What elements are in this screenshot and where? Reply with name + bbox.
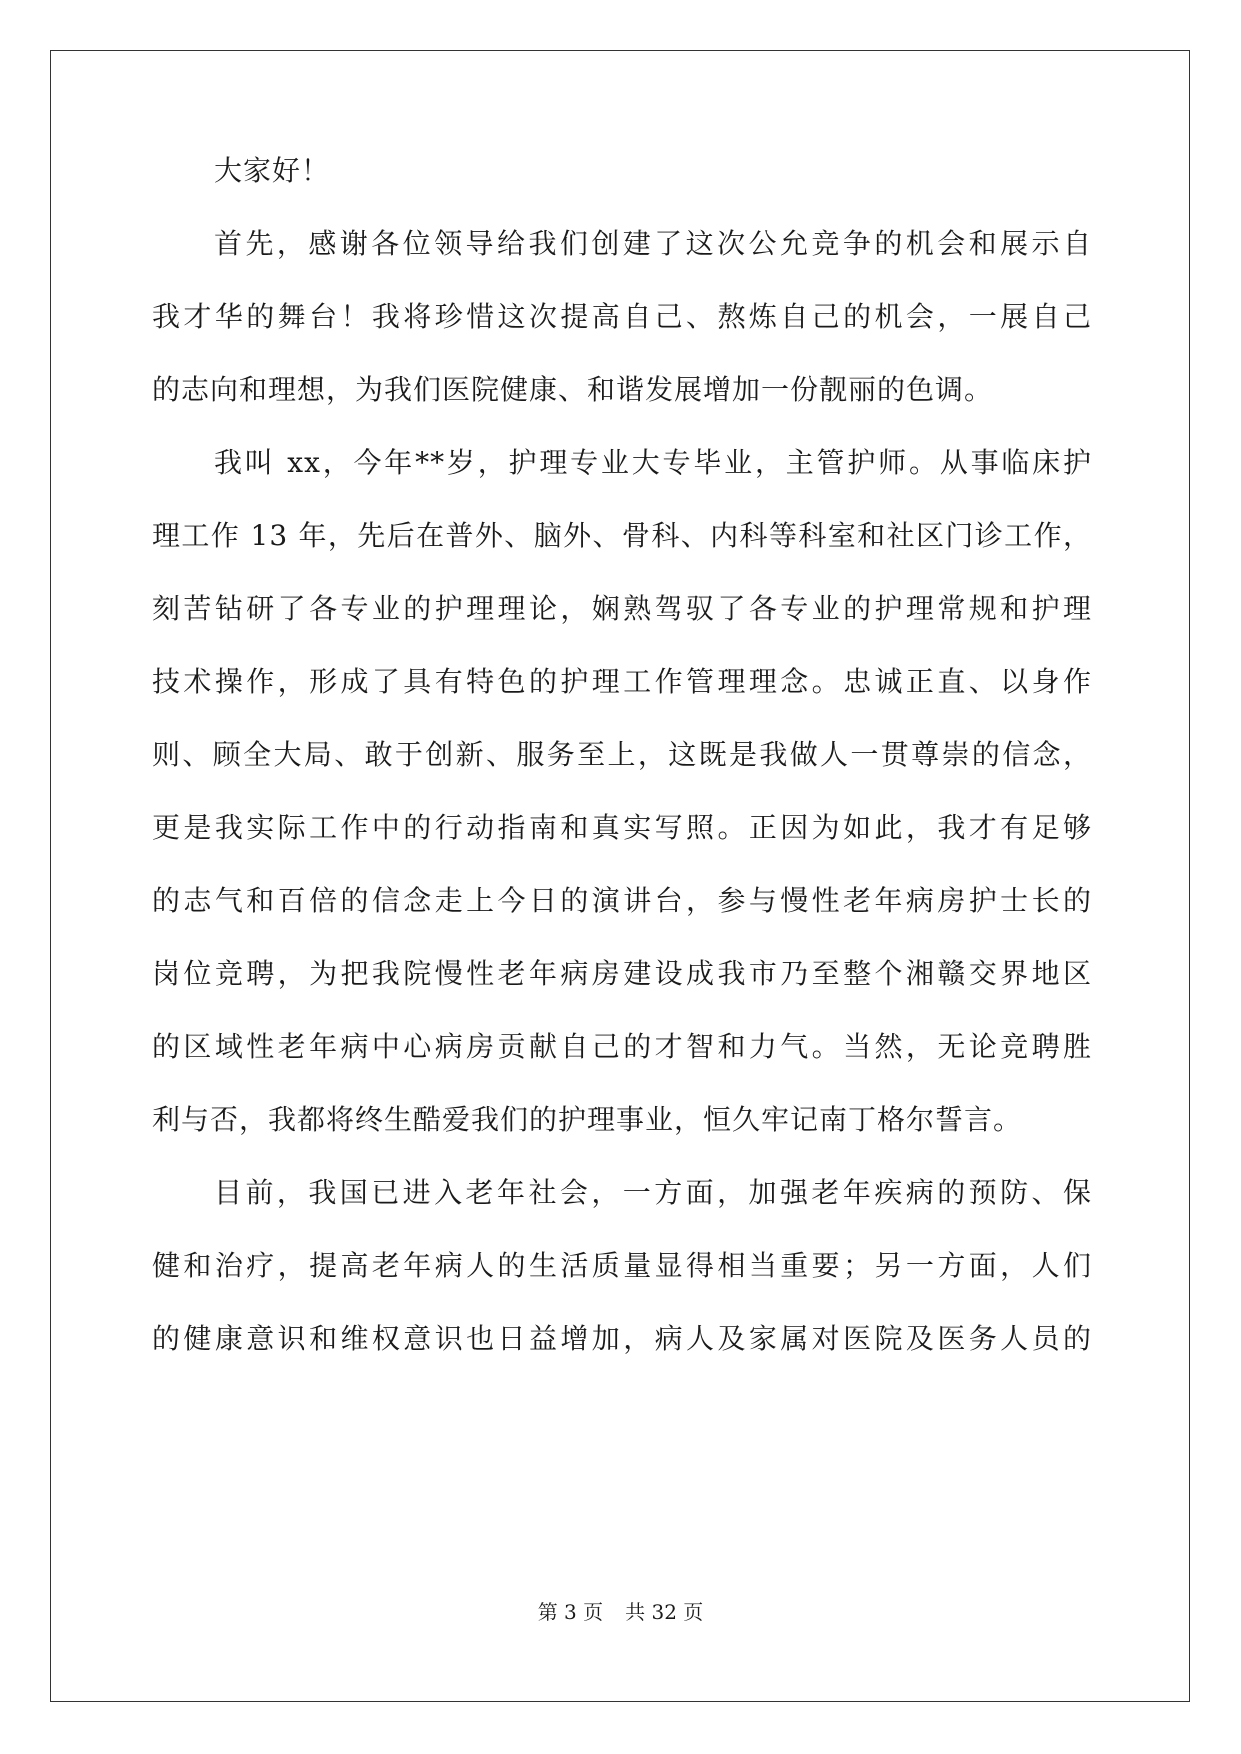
text-line: 的志向和理想，为我们医院健康、和谐发展增加一份靓丽的色调。	[152, 373, 994, 406]
text-line: 更是我实际工作中的行动指南和真实写照。正因为如此，我才有足够	[152, 811, 1092, 844]
page-footer	[0, 1600, 1241, 1624]
text-line: 目前，我国已进入老年社会，一方面，加强老年疾病的预防、保	[214, 1176, 1092, 1209]
text-line: 刻苦钻研了各专业的护理理论，娴熟驾驭了各专业的护理常规和护理	[152, 592, 1092, 625]
text-line: 岗位竞聘，为把我院慢性老年病房建设成我市乃至整个湘赣交界地区	[152, 957, 1092, 990]
page-total: 共 32 页	[625, 1600, 704, 1624]
text-line: 大家好！	[214, 154, 331, 187]
text-line: 我才华的舞台！我将珍惜这次提高自己、熬炼自己的机会，一展自己	[152, 300, 1092, 333]
text-line: 则、顾全大局、敢于创新、服务至上，这既是我做人一贯尊崇的信念，	[152, 738, 1092, 771]
text-line: 我叫 xx，今年**岁，护理专业大专毕业，主管护师。从事临床护	[214, 446, 1092, 479]
text-line: 理工作 13 年，先后在普外、脑外、骨科、内科等科室和社区门诊工作，	[152, 519, 1092, 552]
page-number: 第 3 页	[537, 1600, 604, 1624]
text-line: 利与否，我都将终生酷爱我们的护理事业，恒久牢记南丁格尔誓言。	[152, 1103, 1023, 1136]
text-line: 技术操作，形成了具有特色的护理工作管理理念。忠诚正直、以身作	[152, 665, 1092, 698]
text-line: 健和治疗，提高老年病人的生活质量显得相当重要；另一方面，人们	[152, 1249, 1092, 1282]
text-line: 的健康意识和维权意识也日益增加，病人及家属对医院及医务人员的	[152, 1322, 1092, 1355]
text-line: 的区域性老年病中心病房贡献自己的才智和力气。当然，无论竞聘胜	[152, 1030, 1092, 1063]
text-line: 的志气和百倍的信念走上今日的演讲台，参与慢性老年病房护士长的	[152, 884, 1092, 917]
text-line: 首先，感谢各位领导给我们创建了这次公允竞争的机会和展示自	[214, 227, 1092, 260]
